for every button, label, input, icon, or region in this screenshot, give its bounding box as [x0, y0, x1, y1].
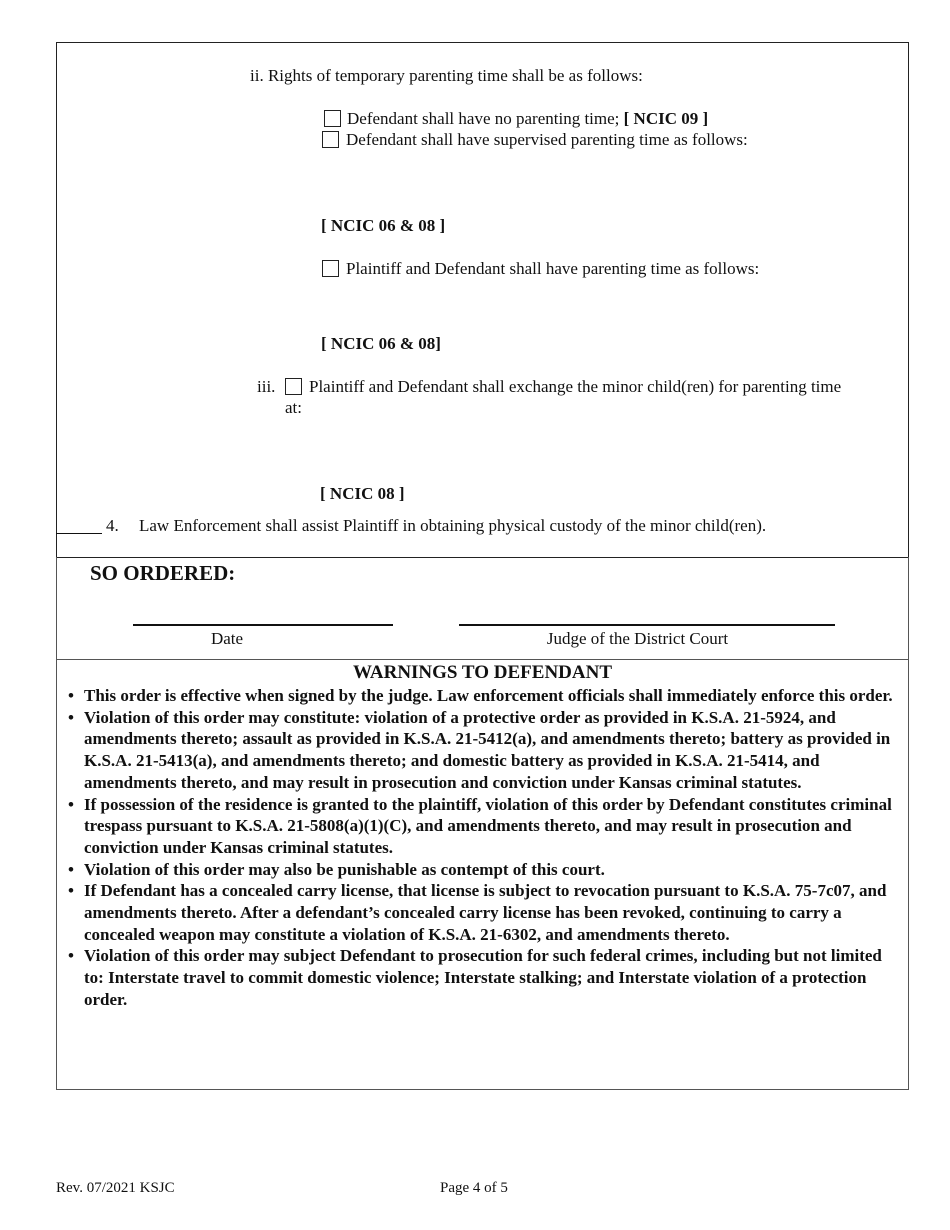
- parenting-time-heading: ii. Rights of temporary parenting time shall be as follows:: [250, 66, 643, 85]
- exchange-child-text: Plaintiff and Defendant shall exchange the minor child(ren) for parenting time: [309, 377, 842, 396]
- ncic-09-code: [ NCIC 09 ]: [623, 109, 709, 128]
- supervised-parenting-label: Defendant shall have supervised parenting time as follows:: [346, 130, 748, 149]
- warnings-title: WARNINGS TO DEFENDANT: [352, 662, 612, 683]
- revision-label: Rev. 07/2021 KSJC: [56, 1180, 175, 1196]
- ncic-06-08-code-supervised: [ NCIC 06 & 08 ]: [321, 216, 446, 235]
- exchange-child-text-cont: at:: [285, 398, 302, 417]
- warning-item: [68, 859, 904, 881]
- judge-signature-line[interactable]: [459, 624, 835, 626]
- date-label: Date: [210, 629, 244, 648]
- warning-item: [68, 880, 904, 945]
- warning-text: If Defendant has a concealed carry license, that license is subject to revocation pursuant to K.S.A. 75-7c07, and amendments thereto. After a defendant’s concealed carry license has been revoked, continuing to carry a concealed weapon may constitute a violation of K.S.A. 21-6302, and amendments thereto.: [84, 881, 887, 944]
- bullet-icon: •: [68, 686, 74, 705]
- date-signature-line[interactable]: [133, 624, 393, 626]
- section-iii-label: iii.: [257, 377, 276, 396]
- both-parenting-checkbox[interactable]: [322, 260, 339, 277]
- bullet-icon: •: [68, 859, 74, 879]
- item-4-text: Law Enforcement shall assist Plaintiff in obtaining physical custody of the minor child(ren).: [139, 516, 767, 535]
- bullet-icon: •: [68, 881, 74, 901]
- warnings-list: [68, 685, 904, 1011]
- judge-label: Judge of the District Court: [546, 629, 729, 648]
- warning-text: Violation of this order may subject Defendant to prosecution for such federal crimes, including but not limited to: Interstate travel to commit domestic violence; Interstate stalking; and Interstate violation of a protection order.: [84, 946, 882, 1009]
- item-4-initial-blank[interactable]: [56, 533, 102, 534]
- ncic-08-code: [ NCIC 08 ]: [320, 484, 405, 503]
- warning-item: [68, 707, 904, 794]
- no-parenting-time-checkbox[interactable]: [324, 110, 341, 127]
- both-parenting-label: Plaintiff and Defendant shall have parenting time as follows:: [346, 259, 760, 278]
- so-ordered-heading: SO ORDERED:: [90, 561, 236, 585]
- warning-text: If possession of the residence is granted to the plaintiff, violation of this order by Defendant constitutes criminal trespass pursuant to K.S.A. 21-5808(a)(1)(C), and amendments thereto, and may result in prosecution and conviction under Kansas criminal statutes.: [84, 794, 892, 857]
- warning-text: Violation of this order may constitute: violation of a protective order as provided in K.S.A. 21-5924, and amendments thereto; assault as provided in K.S.A. 21-5412(a), and amendments thereto; battery as provided in K.S.A. 21-5413(a), and amendments thereto; and domestic battery as provided in K.S.A. 21-5414, and amendments thereto, and may result in prosecution and conviction under Kansas criminal statutes.: [84, 707, 891, 792]
- bullet-icon: •: [68, 794, 74, 814]
- no-parenting-time-label: Defendant shall have no parenting time;: [347, 109, 624, 128]
- no-parenting-time-option: [347, 108, 708, 130]
- page-number: Page 4 of 5: [440, 1180, 508, 1196]
- warning-text: This order is effective when signed by the judge. Law enforcement officials shall immediately enforce this order.: [84, 686, 893, 705]
- warning-text: Violation of this order may also be punishable as contempt of this court.: [84, 859, 605, 879]
- warning-item: [68, 685, 904, 707]
- warning-item: [68, 794, 904, 859]
- ncic-06-08-code-both: [ NCIC 06 & 08]: [321, 334, 441, 353]
- item-4-number: 4.: [106, 516, 119, 535]
- bullet-icon: •: [68, 707, 74, 727]
- warning-item: [68, 945, 904, 1010]
- supervised-parenting-checkbox[interactable]: [322, 131, 339, 148]
- bullet-icon: •: [68, 946, 74, 966]
- exchange-child-checkbox[interactable]: [285, 378, 302, 395]
